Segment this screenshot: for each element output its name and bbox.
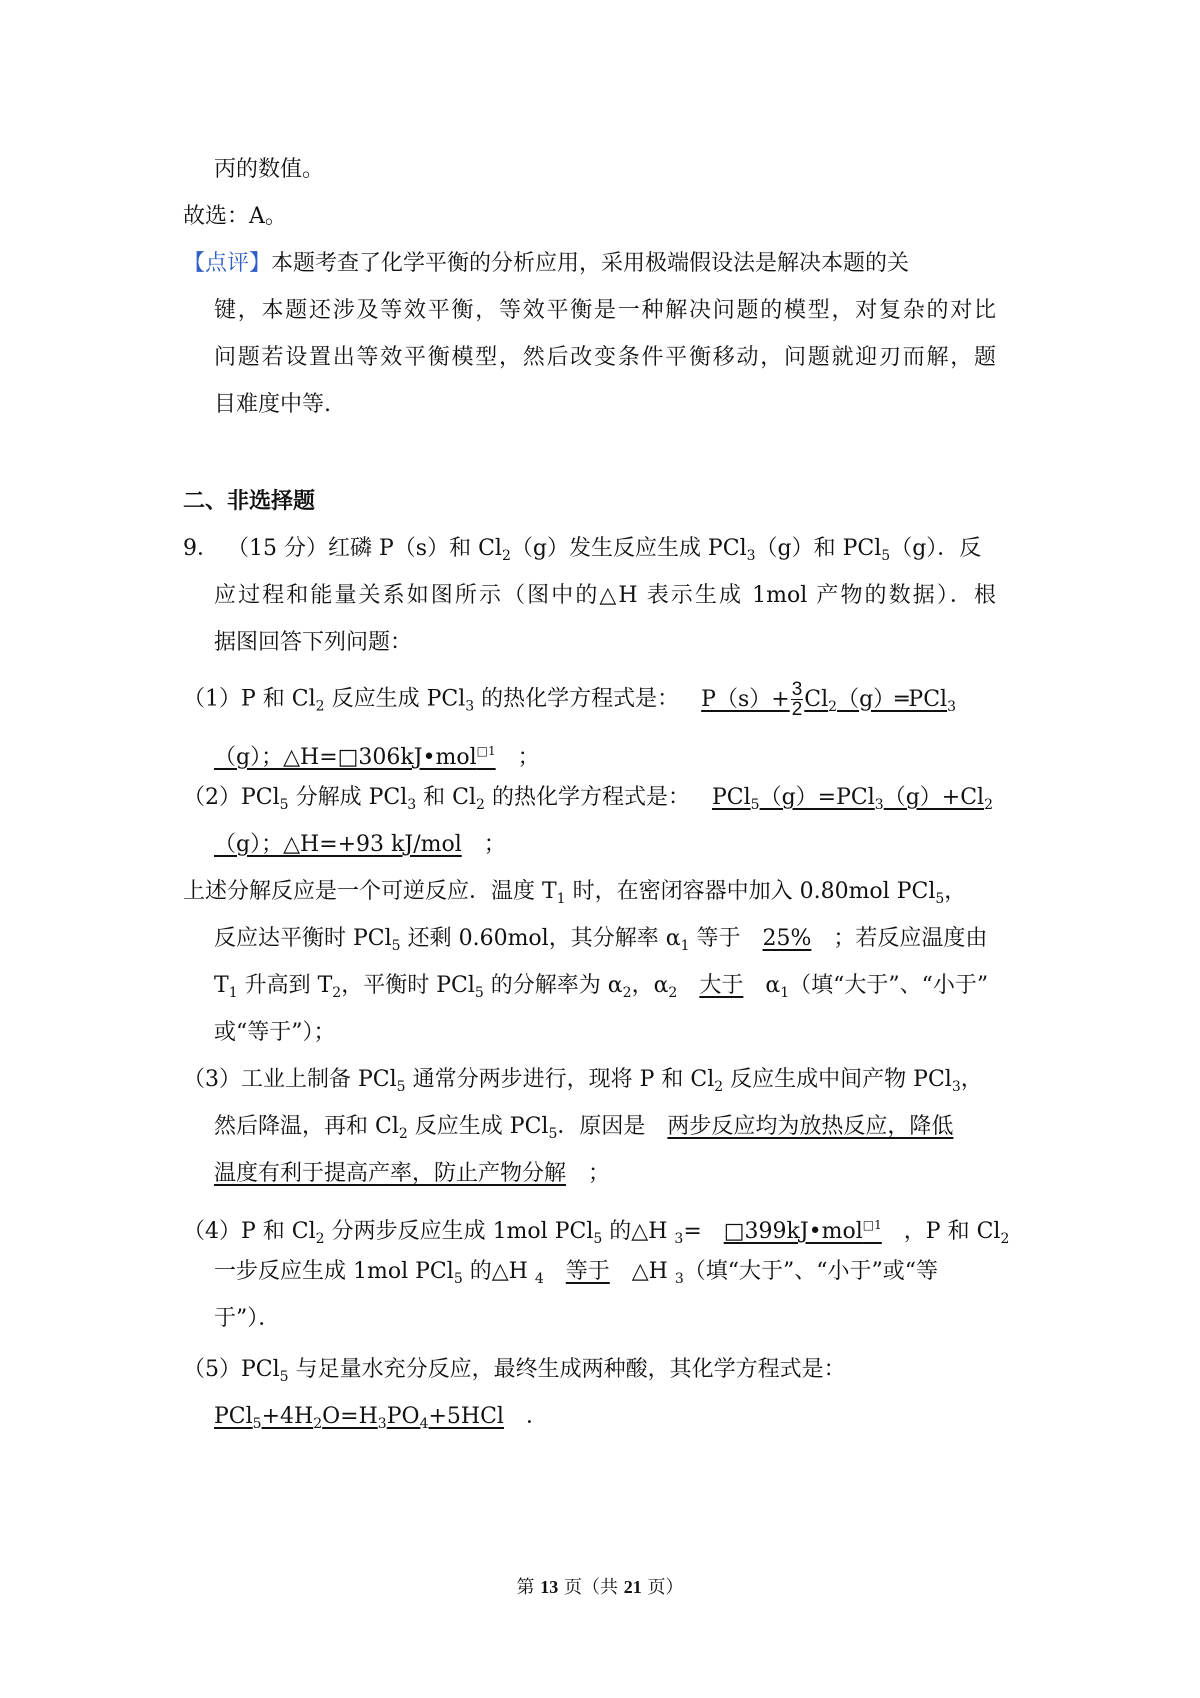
text: 和 Cl — [416, 785, 477, 810]
text: 的热化学方程式是： — [474, 686, 680, 712]
comment-line — [183, 249, 909, 279]
text: 反应生成 PCl — [324, 686, 466, 712]
text: 分两步反应生成 1mol PCl — [324, 1219, 594, 1244]
question-9-line2: 应过程和能量关系如图所示（图中的△H 表示生成 1mol 产物的数据）．根 — [214, 583, 996, 608]
subscript: 1 — [228, 985, 238, 1001]
text: 反应生成 PCl — [407, 1114, 549, 1139]
text: 的△H — [602, 1219, 675, 1244]
part-3-line1 — [183, 1065, 983, 1102]
part-5-line2 — [214, 1402, 548, 1439]
text: ，平衡时 PCl — [341, 973, 475, 998]
part-1-line2 — [214, 736, 540, 773]
text: 升高到 T — [237, 973, 333, 998]
subscript: 5 — [593, 1231, 603, 1247]
answer-1-cont: （g）；△H=□306kJ•mol$^{□1}$ — [214, 744, 496, 770]
subscript: 5 — [391, 938, 401, 954]
text: 通常分两步进行，现将 P 和 Cl — [405, 1067, 715, 1092]
part-4-line3: 于”）． — [214, 1306, 281, 1331]
part-4-line2 — [214, 1257, 938, 1294]
subscript: 5 — [279, 1369, 289, 1385]
text: 第 — [516, 1577, 541, 1598]
text: 的△H — [462, 1259, 535, 1284]
subscript: 5 — [279, 797, 289, 813]
text: △H — [631, 1259, 675, 1284]
text: （15 分）红磷 P（s）和 Cl — [227, 536, 502, 561]
subscript: 5 — [453, 1271, 463, 1287]
subscript: 2 — [622, 985, 632, 1001]
subscript: 5 — [935, 891, 945, 907]
text: 一步反应生成 1mol PCl — [214, 1259, 454, 1284]
text: 等于 — [689, 926, 741, 951]
text-line: 键，本题还涉及等效平衡，等效平衡是一种解决问题的模型，对复杂的对比 — [214, 298, 996, 323]
text: ．原因是 — [557, 1114, 646, 1139]
decomposition-line1 — [183, 877, 966, 914]
text: ； — [483, 832, 506, 857]
comment-tag: 【点评】 — [183, 251, 272, 276]
text: 时，在密闭容器中加入 0.80mol PCl — [565, 879, 936, 904]
subscript: 3 — [465, 698, 475, 715]
page-footer — [0, 1573, 1200, 1599]
subscript: 2 — [1000, 1231, 1010, 1247]
subscript: 5 — [881, 548, 891, 564]
text: 上述分解反应是一个可逆反应．温度 T — [183, 879, 557, 904]
text: （g）．反 — [890, 536, 982, 561]
text-line: 故选：A。 — [183, 204, 287, 229]
text: （5）PCl — [183, 1357, 280, 1382]
answer-4-enthalpy: □399kJ•mol$^{□1}$ — [723, 1218, 882, 1244]
subscript: 1 — [780, 985, 790, 1001]
subscript: 3 — [674, 1231, 684, 1247]
subscript: 5 — [474, 985, 484, 1001]
decomposition-line2 — [214, 924, 987, 961]
subscript: 5 — [396, 1079, 406, 1095]
text: （g）发生反应生成 PCl — [510, 536, 747, 561]
total-pages: 21 — [623, 1577, 642, 1597]
part-2-line1 — [183, 783, 993, 820]
subscript: 3 — [746, 548, 756, 564]
section-title: 二、非选择题 — [183, 489, 316, 514]
subscript: 2 — [315, 1231, 325, 1247]
fraction: $\frac{3}{2}$ — [791, 679, 803, 720]
text: ，P 和 Cl — [903, 1219, 1001, 1244]
answer-1: P（s）+ $\frac{3}{2}$ $Cl_2(g)═PCl_3$ — [701, 679, 957, 720]
text: ． — [525, 1404, 548, 1429]
text: （3）工业上制备 PCl — [183, 1067, 397, 1092]
text: ， — [944, 879, 967, 904]
answer-2: $PCl_5(g)=PCl_3(g)+Cl_2$ — [711, 785, 993, 813]
text: 的分解率为 α — [483, 973, 623, 998]
text: ； — [517, 745, 540, 770]
text: ， — [960, 1067, 983, 1092]
text: （g）和 PCl — [755, 536, 882, 561]
comment-text: 本题考查了化学平衡的分析应用，采用极端假设法是解决本题的关 — [271, 251, 910, 276]
text: （填“大于”、“小于”或“等 — [683, 1259, 939, 1284]
text-line: 问题若设置出等效平衡模型，然后改变条件平衡移动，问题就迎刃而解，题 — [214, 345, 996, 370]
answer-3: 两步反应均为放热反应，降低 — [667, 1114, 954, 1139]
text: α — [765, 973, 781, 998]
text: 分解成 PCl — [288, 785, 408, 810]
text: 反应生成中间产物 PCl — [723, 1067, 952, 1092]
text: （4）P 和 Cl — [183, 1219, 316, 1244]
text: （2）PCl — [183, 785, 280, 810]
answer-compare: 大于 — [699, 973, 744, 998]
part-3-line3 — [214, 1159, 610, 1189]
text: = — [683, 1219, 702, 1244]
text: 还剩 0.60mol，其分解率 α — [400, 926, 681, 951]
question-9-line1 — [183, 534, 981, 571]
answer-2-cont: （g）；△H=+93 kJ/mol — [214, 832, 462, 857]
text: 的热化学方程式是： — [484, 785, 690, 810]
question-number: 9． — [183, 536, 219, 561]
subscript: 5 — [548, 1126, 558, 1142]
text: （1）P 和 Cl — [183, 686, 316, 712]
part-2-line2 — [214, 830, 506, 860]
part-4-line1 — [183, 1210, 1009, 1254]
subscript: 3 — [674, 1271, 684, 1287]
text: ； — [588, 1161, 611, 1186]
part-3-line2 — [214, 1112, 953, 1149]
subscript: 2 — [668, 985, 678, 1001]
answer-5: $PCl_5+4H_2O=H_3PO_4+5HCl$ — [214, 1404, 504, 1432]
page-number: 13 — [540, 1577, 559, 1597]
decomposition-line4: 或“等于”）； — [214, 1020, 336, 1045]
subscript: 2 — [315, 698, 325, 715]
text: 与足量水充分反应，最终生成两种酸，其化学方程式是： — [288, 1357, 846, 1382]
text: 反应达平衡时 PCl — [214, 926, 392, 951]
text: ；若反应温度由 — [833, 926, 988, 951]
subscript: 4 — [534, 1271, 544, 1287]
question-9-line3: 据图回答下列问题： — [214, 630, 413, 655]
part-5-line1 — [183, 1355, 846, 1392]
subscript: 2 — [714, 1079, 724, 1095]
text-line: 丙的数值。 — [214, 157, 325, 182]
answer-alpha1: 25% — [762, 926, 812, 951]
text: 然后降温，再和 Cl — [214, 1114, 399, 1139]
subscript: 2 — [501, 548, 511, 564]
subscript: 1 — [556, 891, 566, 907]
subscript: 2 — [476, 797, 485, 813]
text: T — [214, 973, 229, 998]
text: （填“大于”、“小于” — [789, 973, 989, 998]
text: 页） — [641, 1577, 684, 1598]
subscript: 2 — [398, 1126, 408, 1142]
text: ，α — [631, 973, 669, 998]
decomposition-line3 — [214, 971, 988, 1008]
subscript: 1 — [680, 938, 690, 954]
subscript: 2 — [332, 985, 342, 1001]
subscript: 3 — [407, 797, 417, 813]
part-1-line1 — [183, 680, 956, 722]
subscript: 3 — [951, 1079, 961, 1095]
answer-4-compare: 等于 — [565, 1259, 610, 1284]
text-line: 目难度中等. — [214, 392, 331, 417]
answer-3-cont: 温度有利于提高产率，防止产物分解 — [214, 1161, 567, 1186]
text: 页（共 — [558, 1577, 624, 1598]
